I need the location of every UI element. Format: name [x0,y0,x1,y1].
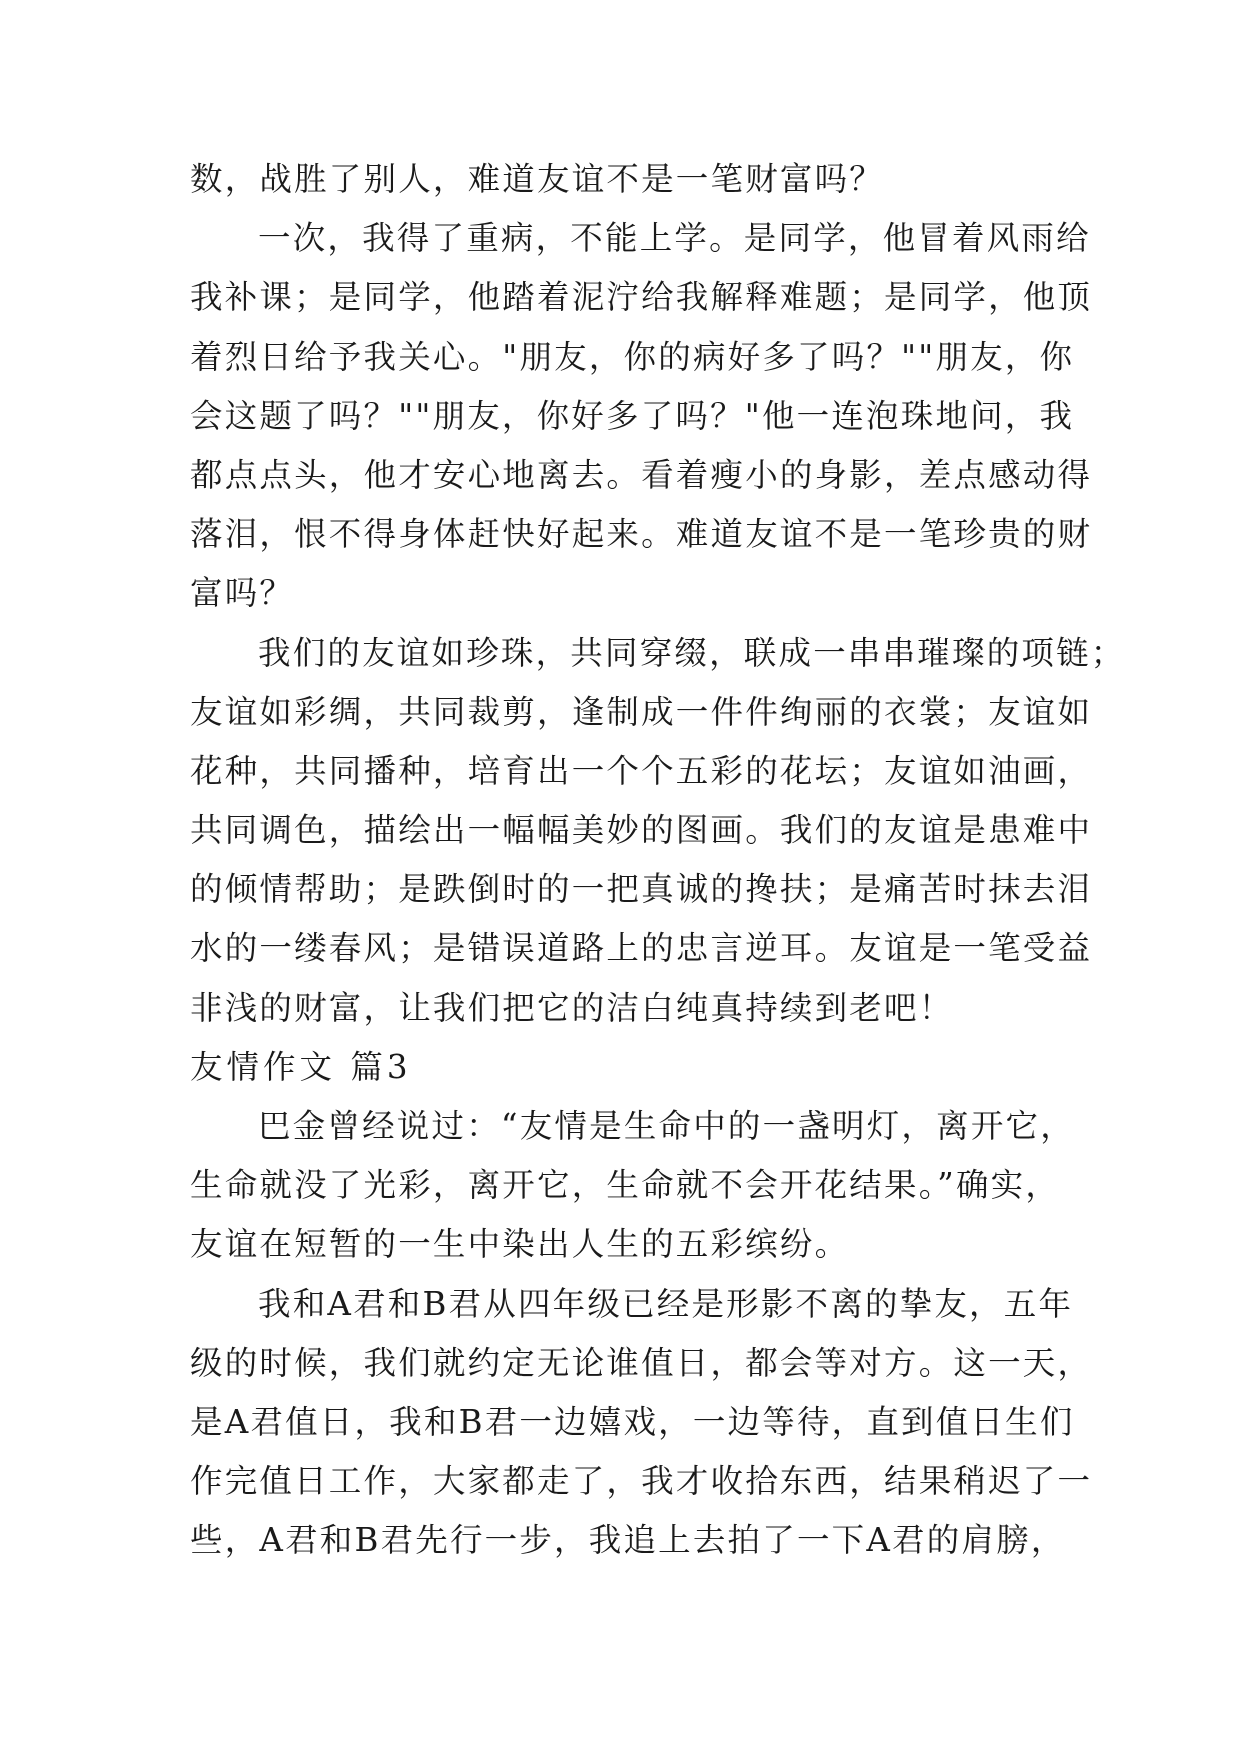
text-line: 友谊如彩绸，共同裁剪，逢制成一件件绚丽的衣裳；友谊如 [190,692,1093,731]
text-line: 生命就没了光彩，离开它，生命就不会开花结果。”确实， [190,1166,1061,1205]
text-line: 些，A君和B君先行一步，我追上去拍了一下A君的肩膀， [190,1521,1066,1560]
section-heading: 友情作文 篇3 [190,1047,412,1086]
paragraph-start-line: 巴金曾经说过：“友情是生命中的一盏明灯，离开它， [258,1107,1075,1145]
text-line: 落泪，恨不得身体赶快好起来。难道友谊不是一笔珍贵的财 [190,515,1093,554]
text-line: 作完值日工作，大家都走了，我才收拾东西，结果稍迟了一 [190,1462,1093,1501]
text-line: 数，战胜了别人，难道友谊不是一笔财富吗？ [190,160,885,198]
text-line: 是A君值日，我和B君一边嬉戏，一边等待，直到值日生们 [190,1402,1075,1441]
text-line: 着烈日给予我关心。"朋友，你的病好多了吗？""朋友，你 [190,337,1075,376]
text-line: 的倾情帮助；是跌倒时的一把真诚的搀扶；是痛苦时抹去泪 [190,870,1093,909]
text-line: 非浅的财富，让我们把它的洁白纯真持续到老吧！ [190,988,954,1027]
text-line: 富吗？ [190,574,295,613]
essay-body [190,150,1126,1571]
text-line: 友谊在短暂的一生中染出人生的五彩缤纷。 [190,1225,850,1264]
text-line: 级的时候，我们就约定无论谁值日，都会等对方。这一天， [190,1343,1093,1382]
text-line: 共同调色，描绘出一幅幅美妙的图画。我们的友谊是患难中 [190,811,1093,850]
paragraph-start-line: 一次，我得了重病，不能上学。是同学，他冒着风雨给 [258,219,1091,258]
text-line: 水的一缕春风；是错误道路上的忠言逆耳。友谊是一笔受益 [190,929,1093,968]
text-line: 花种，共同播种，培育出一个个五彩的花坛；友谊如油画， [190,751,1093,790]
text-line: 都点点头，他才安心地离去。看着瘦小的身影，差点感动得 [190,455,1093,494]
text-line: 会这题了吗？""朋友，你好多了吗？"他一连泡珠地问，我 [190,396,1075,435]
text-line: 我补课；是同学，他踏着泥泞给我解释难题；是同学，他顶 [190,278,1093,317]
paragraph-start-line: 我和A君和B君从四年级已经是形影不离的挚友，五年 [258,1284,1074,1323]
paragraph-start-line: 我们的友谊如珍珠，共同穿缀，联成一串串璀璨的项链； [258,633,1126,672]
